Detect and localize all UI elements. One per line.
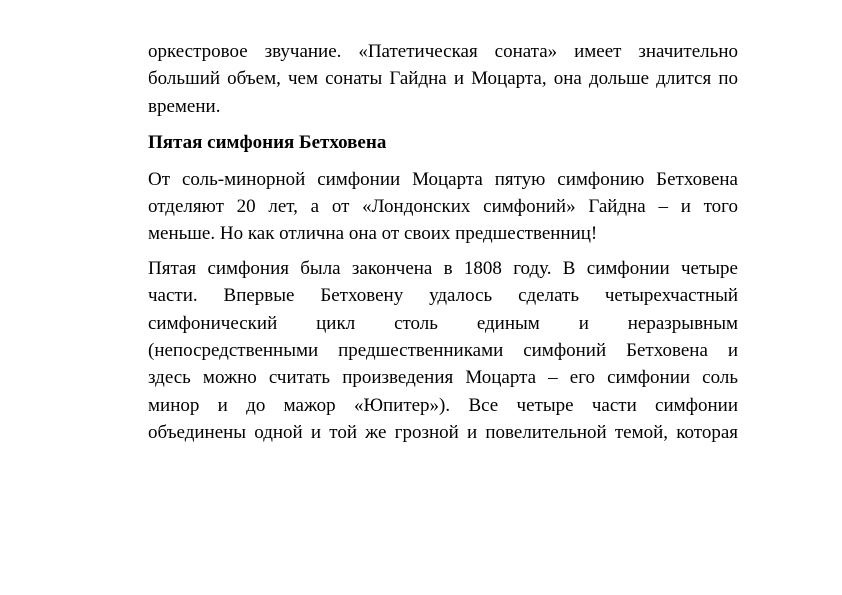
paragraph-symphony (148, 255, 738, 447)
section-heading: Пятая симфония Бетховена (148, 132, 387, 154)
text-line: части. Впервые Бетховену удалось сделать четырехчастный (148, 285, 738, 307)
text-line: времени. (148, 95, 221, 117)
text-line: От соль-минорной симфонии Моцарта пятую симфонию Бетховена (148, 168, 738, 190)
text-line: оркестровое звучание. «Патетическая соната» имеет значительно (148, 41, 738, 62)
text-line: здесь можно считать произведения Моцарта – его симфонии соль (148, 367, 738, 389)
text-line: объединены одной и той же грозной и повелительной темой, которая (148, 422, 738, 444)
paragraph-continuation (148, 38, 738, 120)
text-line: меньше. Но как отлична она от своих предшественниц! (148, 223, 598, 245)
document-body (148, 38, 738, 447)
text-line: больший объем, чем сонаты Гайдна и Моцарта, она дольше длится по (148, 68, 738, 90)
text-line: Пятая симфония была закончена в 1808 году. В симфонии четыре (148, 257, 738, 279)
text-line: минор и до мажор «Юпитер»). Все четыре части симфонии (148, 394, 738, 416)
text-line: симфонический цикл столь единым и неразрывным (148, 312, 738, 334)
paragraph-intro (148, 166, 738, 248)
text-line: (непосредственными предшественниками симфоний Бетховена и (148, 340, 738, 362)
text-line: отделяют 20 лет, а от «Лондонских симфоний» Гайдна – и того (148, 196, 738, 218)
